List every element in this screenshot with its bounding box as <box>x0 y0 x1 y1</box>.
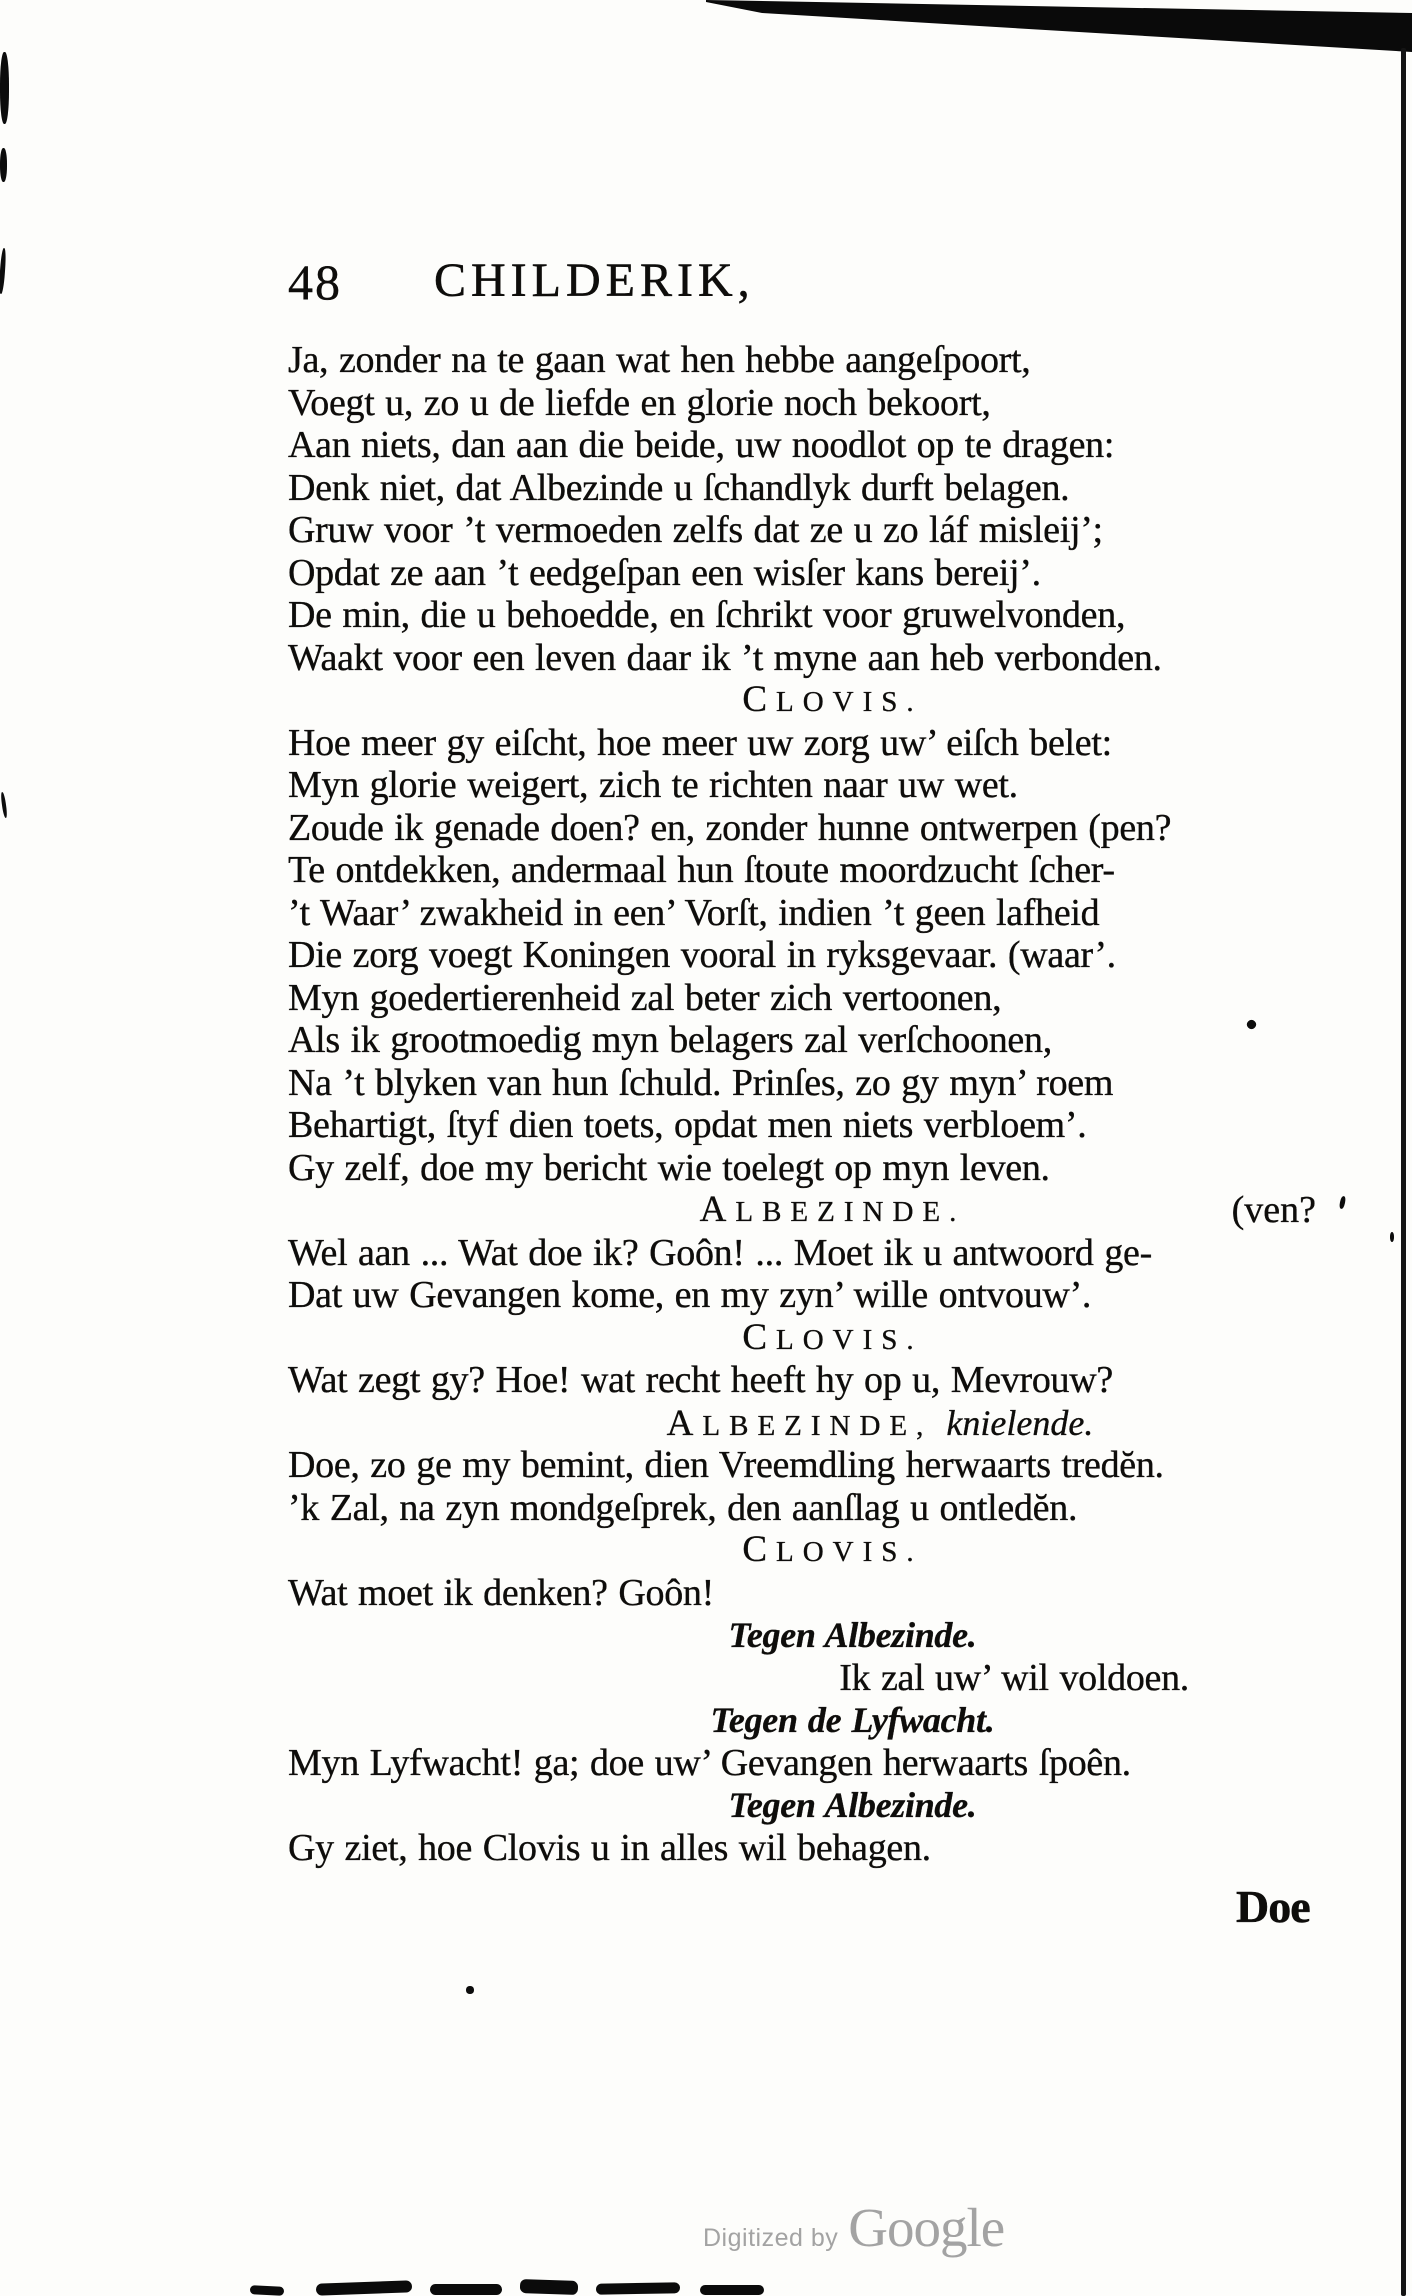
verse-line: Hoe meer gy eiſcht, hoe meer uw zorg uw’ eiſch belet: <box>288 721 1112 764</box>
speaker-heading: CLOVIS. <box>742 1529 923 1570</box>
watermark-text: Digitized by <box>703 2224 839 2252</box>
verse-line: Zoude ik genade doen? en, zonder hunne ontwerpen (pen? <box>288 806 1172 849</box>
verse-line: Myn glorie weigert, zich te richten naar uw wet. <box>288 764 1018 806</box>
scan-artifact-ink-dot <box>466 1986 474 1994</box>
speaker-heading: ALBEZINDE, knielende. <box>666 1402 1094 1444</box>
scan-artifact-left-blob <box>0 148 7 182</box>
speaker-heading: ALBEZINDE. (ven? <box>699 1189 1316 1231</box>
verse-line: Wel aan ... Wat doe ik? Goôn! ... Moet ik u antwoord ge- <box>288 1231 1152 1274</box>
scan-artifact-right-edge-line <box>1401 48 1406 2296</box>
verse-line: Doe, zo ge my bemint, dien Vreemdling herwaarts tredĕn. <box>288 1444 1164 1486</box>
stage-direction: Tegen de Lyfwacht. <box>710 1700 995 1740</box>
page-number: 48 <box>288 254 342 310</box>
verse-line: De min, die u behoedde, en ſchrikt voor gruwelvonden, <box>288 594 1126 636</box>
verse-line: Dat uw Gevangen kome, en my zyn’ wille ontvouw’. <box>288 1274 1092 1316</box>
rhyme-turnover: (ven? <box>1231 1189 1316 1231</box>
verse-line: Gy ziet, hoe Clovis u in alles wil behagen. <box>288 1826 931 1869</box>
verse-half-line: Ik zal uw’ wil voldoen. <box>839 1656 1189 1699</box>
verse-line: Voegt u, zo u de liefde en glorie noch bekoort, <box>288 381 991 424</box>
verse-line: Wat moet ik denken? Goôn! <box>288 1571 714 1614</box>
scan-artifact-bottom-smudge <box>238 2278 798 2296</box>
scan-artifact-left-blob <box>0 52 9 124</box>
verse-line: Gy zelf, doe my bericht wie toelegt op myn leven. <box>288 1146 1050 1189</box>
catchword: Doe <box>1236 1881 1310 1932</box>
scan-artifact-top-band <box>0 0 1412 60</box>
verse-line: Na ’t blyken van hun ſchuld. Prinſes, zo gy myn’ roem <box>288 1061 1114 1104</box>
verse-line: Behartigt, ſtyf dien toets, opdat men niets verbloem’. <box>288 1104 1087 1146</box>
scan-artifact-ink-speck <box>1390 1232 1394 1242</box>
stage-direction-inline: knielende. <box>946 1402 1094 1443</box>
stage-direction: Tegen Albezinde. <box>728 1615 977 1655</box>
speaker-heading: CLOVIS. <box>742 1316 923 1358</box>
scan-artifact-left-blob <box>0 248 7 294</box>
verse-line: Myn goedertierenheid zal beter zich vertoonen, <box>288 976 1002 1019</box>
verse-line: Aan niets, dan aan die beide, uw noodlot op te dragen: <box>288 424 1115 466</box>
verse-line: Gruw voor ’t vermoeden zelfs dat ze u zo láf misleij’; <box>288 509 1103 551</box>
scan-artifact-ink-speck <box>1339 1196 1347 1210</box>
text-column <box>288 252 1322 1869</box>
speaker-heading: CLOVIS. <box>742 679 923 720</box>
scan-artifact-left-blob <box>0 792 8 818</box>
stage-direction: Tegen Albezinde. <box>728 1785 977 1825</box>
page-title: CHILDERIK, <box>434 254 755 307</box>
verse-line: Wat zegt gy? Hoe! wat recht heeft hy op u, Mevrouw? <box>288 1359 1113 1401</box>
verse-line: ’k Zal, na zyn mondgeſprek, den aanſlag u ontledĕn. <box>288 1486 1078 1529</box>
verse-line: Die zorg voegt Koningen vooral in ryksgevaar. (waar’. <box>288 934 1116 976</box>
verse-line: Denk niet, dat Albezinde u ſchandlyk durft belagen. <box>288 466 1070 509</box>
verse-line: Te ontdekken, andermaal hun ſtoute moordzucht ſcher- <box>288 849 1115 891</box>
verse-line: Als ik grootmoedig myn belagers zal verſchoonen, <box>288 1019 1052 1061</box>
page-header <box>288 252 1322 339</box>
verse-line: ’t Waar’ zwakheid in een’ Vorſt, indien ’t geen lafheid <box>288 891 1100 934</box>
google-logo: Google <box>848 2197 1005 2258</box>
google-watermark <box>703 2196 1004 2259</box>
verse-line: Ja, zonder na te gaan wat hen hebbe aangeſpoort, <box>288 339 1031 381</box>
verse-line: Opdat ze aan ’t eedgeſpan een wisſer kans bereij’. <box>288 551 1041 594</box>
verse-line: Myn Lyfwacht! ga; doe uw’ Gevangen herwaarts ſpoên. <box>288 1741 1131 1784</box>
verse-line: Waakt voor een leven daar ik ’t myne aan heb verbonden. <box>288 636 1162 679</box>
